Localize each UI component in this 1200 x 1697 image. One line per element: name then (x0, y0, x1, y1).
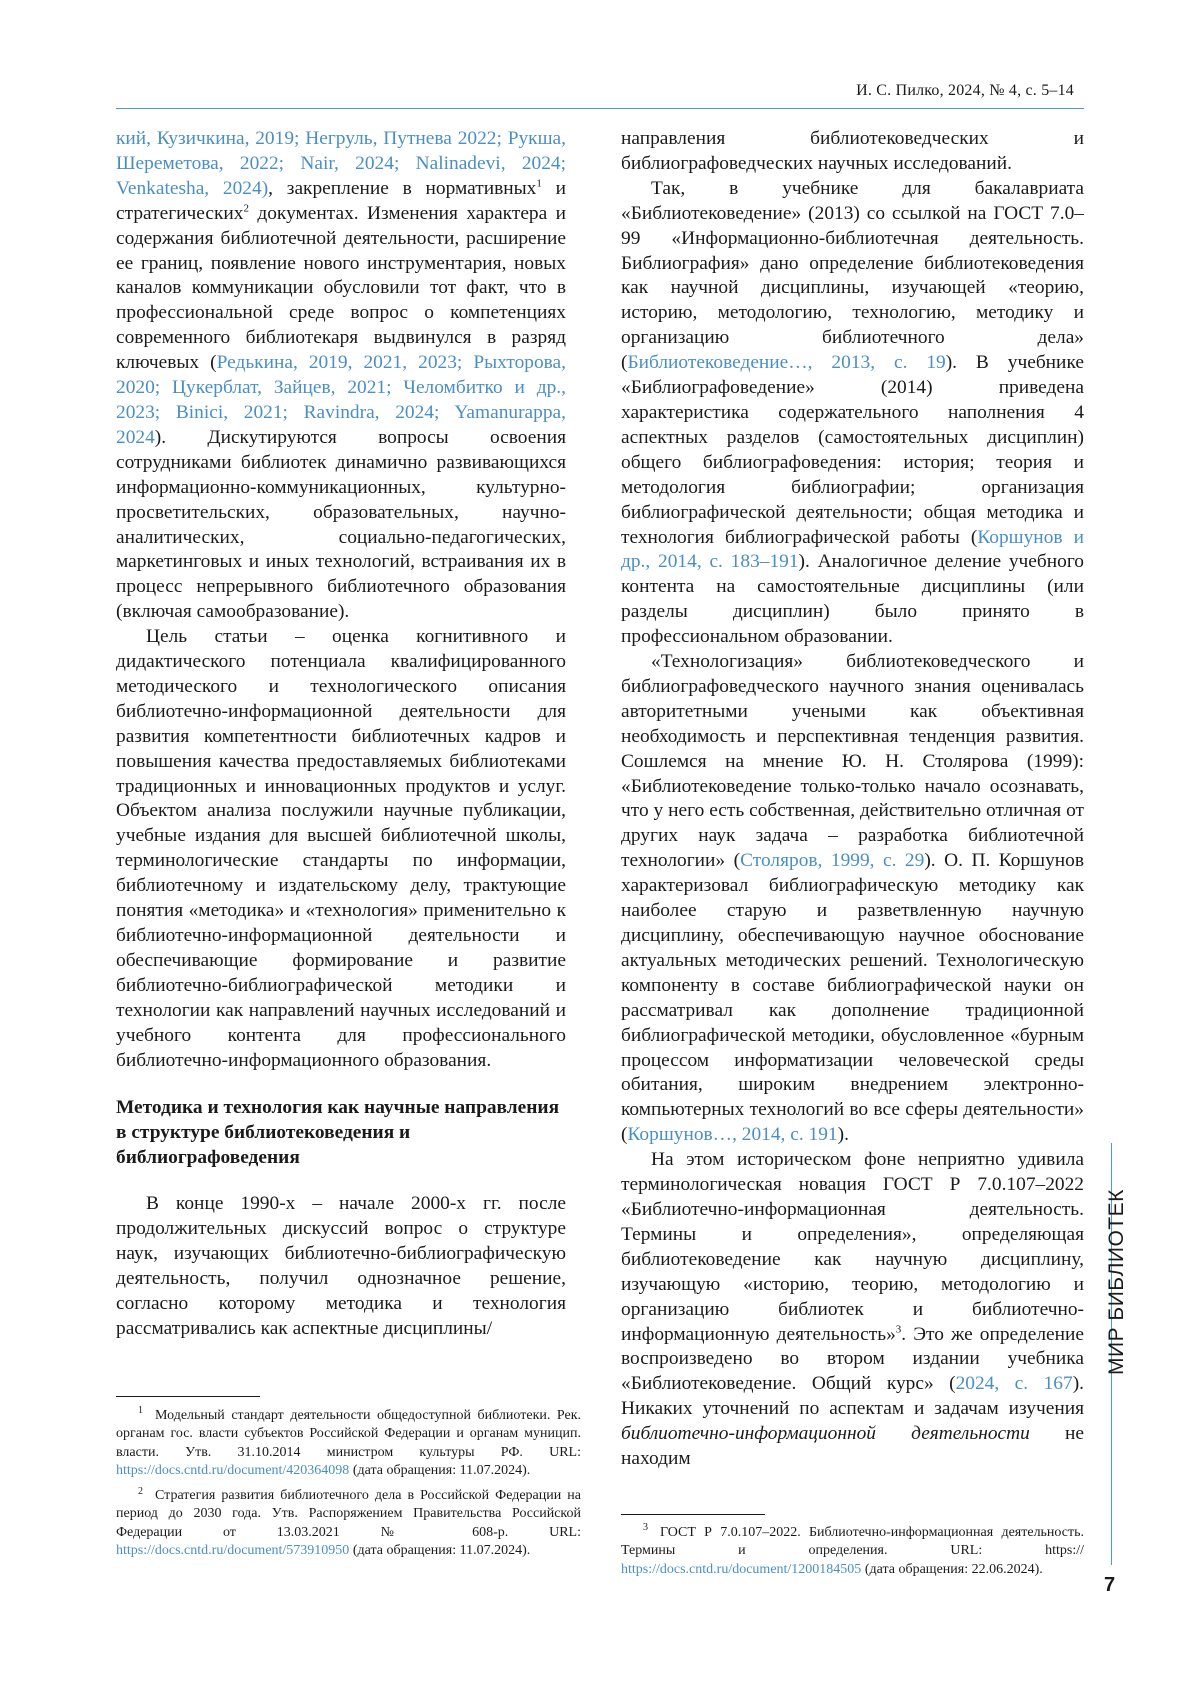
running-title: И. С. Пилко, 2024, № 4, с. 5–14 (856, 82, 1074, 100)
section-heading: Методика и технология как научные направления в структуре библиотековедения и библиографоведения (116, 1095, 566, 1170)
footnote: 3 ГОСТ Р 7.0.107–2022. Библиотечно-информационная деятельность. Термины и определения. URL: https:// https://docs.cntd.ru/document/1200184505 (дата обращения: 22.06.2024). (621, 1524, 1084, 1579)
citation-link[interactable]: Столяров, 1999, с. 29 (740, 850, 924, 871)
footnote-number: 2 (138, 1486, 143, 1497)
footnote-rule (621, 1514, 765, 1515)
citation-link[interactable]: Коршунов и др., 2014, с. 183–191 (621, 527, 1084, 573)
paragraph: Цель статьи – оценка когнитивного и дидактического потенциала квалифицированного методического и технологического описания библиотечно-информационной деятельности для развития компетентности библиотечных кадров и повышения качества предоставляемых библиотеками традиционных и инновационных продуктов и услуг. Объектом анализа послужили научные публикации, учебные издания для высшей библиотечной школы, терминологические стандарты по информации, библиотечному и издательскому делу, трактующие понятия «методика» и «технология» применительно к библиотечно-информационной деятельности и обеспечивающие формирование и развитие библиотечно-библиографической методики и технологии как направлений научных исследований и учебного контента для профессионального библиотечно-информационного образования. (116, 625, 566, 1073)
paragraph: В конце 1990-х – начале 2000-х гг. после продолжительных дискуссий вопрос о структуре наук, изучающих библиотечно-библиографическую деятельность, получил однозначное решение, согласно которому методика и технология рассматривались как аспектные дисциплины/ (116, 1192, 566, 1341)
citation-link[interactable]: кий, Кузичкина, 2019; Негруль, Путнева 2022; Рукша, Шереметова, 2022; Nair, 2024; Nalinadevi, 2024; Venkatesha, 2024) (116, 128, 566, 199)
emphasis: библиотечно-информационной деятельности (621, 1423, 1030, 1444)
footnote: 1 Модельный стандарт деятельности общедоступной библиотеки. Рек. органам гос. власти субъектов Российской Федерации и органам муницип. власти. Утв. 31.10.2014 министром культуры РФ. URL: https://docs.cntd.ru/document/420364098 (дата обращения: 11.07.2024). (116, 1407, 581, 1480)
paragraph: На этом историческом фоне неприятно удивила терминологическая новация ГОСТ Р 7.0.107–2022 «Библиотечно-информационная деятельность. Термины и определения», определяющая библиотековедение как научную дисциплину, изучающую «историю, теорию, методологию и организацию библиотек и библиотечно-информационную деятельность»3. Это же определение воспроизведено во втором издании учебника «Библиотековедение. Общий курс» (2024, с. 167). Никаких уточнений по аспектам и задачам изучения библиотечно-информационной деятельности не находим (621, 1148, 1084, 1472)
footnote-number: 3 (643, 1522, 648, 1533)
left-column (116, 127, 566, 1342)
footnotes-right (621, 1524, 1084, 1586)
paragraph: Так, в учебнике для бакалавриата «Библиотековедение» (2013) со ссылкой на ГОСТ 7.0–99 «Информационно-библиотечная деятельность. Библиография» дано определение библиотековедения как научной дисциплины, изучающей «теорию, историю, методологию, технологию, методику и организацию библиотечного дела» (Библиотековедение…, 2013, с. 19). В учебнике «Библиографоведение» (2014) приведена характеристика содержательного наполнения 4 аспектных разделов (самостоятельных дисциплин) общего библиографоведения: история; теория и методология библиографии; организация библиографической деятельности; общая методика и технология библиографической работы (Коршунов и др., 2014, с. 183–191). Аналогичное деление учебного контента на самостоятельные дисциплины (или разделы дисциплин) было принято в профессиональном образовании. (621, 177, 1084, 650)
citation-link[interactable]: Редькина, 2019, 2021, 2023; Рыхторова, 2020; Цукерблат, Зайцев, 2021; Челомбитко и др., 2023; Binici, 2021; Ravindra, 2024; Yamanurappa, 2024 (116, 352, 566, 448)
footnote-ref[interactable]: 2 (243, 202, 249, 214)
journal-title: МИР БИБЛИОТЕК (1105, 1215, 1135, 1375)
paragraph: «Технологизация» библиотековедческого и библиографоведческого научного знания оценивалась авторитетными учеными как объективная необходимость и перспективная тенденция развития. Сошлемся на мнение Ю. Н. Столярова (1999): «Библиотековедение только-только начало осознавать, что у него есть собственная, действительно отличная от других наук задача – разработка библиотечной технологии» (Столяров, 1999, с. 29). О. П. Коршунов характеризовал библиографическую методику как наиболее старую и разветвленную научную дисциплину, обеспечивающую научное обоснование актуальных методических решений. Технологическую компоненту в составе библиографической науки он рассматривал как дополнение традиционной библиографической методики, обусловленное «бурным процессом информатизации человеческой среды обитания, широким внедрением электронно-компьютерных технологий во все сферы деятельности» (Коршунов…, 2014, с. 191). (621, 650, 1084, 1148)
footnote-url-link[interactable]: https://docs.cntd.ru/document/573910950 (116, 1543, 349, 1558)
footnote-number: 1 (138, 1405, 143, 1416)
paragraph: направления библиотековедческих и библиографоведческих научных исследований. (621, 127, 1084, 177)
paragraph: кий, Кузичкина, 2019; Негруль, Путнева 2022; Рукша, Шереметова, 2022; Nair, 2024; Nalinadevi, 2024; Venkatesha, 2024), закрепление в нормативных1 и стратегических2 документах. Изменения характера и содержания библиотечной деятельности, расширение ее границ, появление нового инструментария, новых каналов коммуникации обусловили тот факт, что в профессиональной среде вопрос о компетенциях современного библиотекаря выдвинулся в разряд ключевых (Редькина, 2019, 2021, 2023; Рыхторова, 2020; Цукерблат, Зайцев, 2021; Челомбитко и др., 2023; Binici, 2021; Ravindra, 2024; Yamanurappa, 2024). Дискутируются вопросы освоения сотрудниками библиотек динамично развивающихся информационно-коммуникационных, культурно-просветительских, образовательных, научно-аналитических, социально-педагогических, маркетинговых и иных технологий, встраивания их в процесс непрерывного библиотечного образования (включая самообразование). (116, 127, 566, 625)
footnote-ref[interactable]: 3 (896, 1323, 902, 1335)
footnote-url-link[interactable]: https://docs.cntd.ru/document/420364098 (116, 1463, 349, 1478)
citation-link[interactable]: 2024, с. 167 (956, 1373, 1073, 1394)
footnote: 2 Стратегия развития библиотечного дела в Российской Федерации на период до 2030 года. Утв. Распоряжением Правительства Российской Федерации от 13.03.2021 № 608-р. URL: https://docs.cntd.ru/document/573910950 (дата обращения: 11.07.2024). (116, 1487, 581, 1560)
running-header (116, 82, 1084, 109)
citation-link[interactable]: Библиотековедение…, 2013, с. 19 (627, 352, 945, 373)
footnote-rule (116, 1396, 260, 1397)
citation-link[interactable]: Коршунов…, 2014, с. 191 (627, 1124, 837, 1145)
right-column (621, 127, 1084, 1472)
footnotes-left (116, 1407, 581, 1567)
page-number: 7 (1104, 1574, 1134, 1597)
footnote-ref[interactable]: 1 (536, 177, 542, 189)
footnote-url-link[interactable]: https://docs.cntd.ru/document/1200184505 (621, 1562, 861, 1577)
